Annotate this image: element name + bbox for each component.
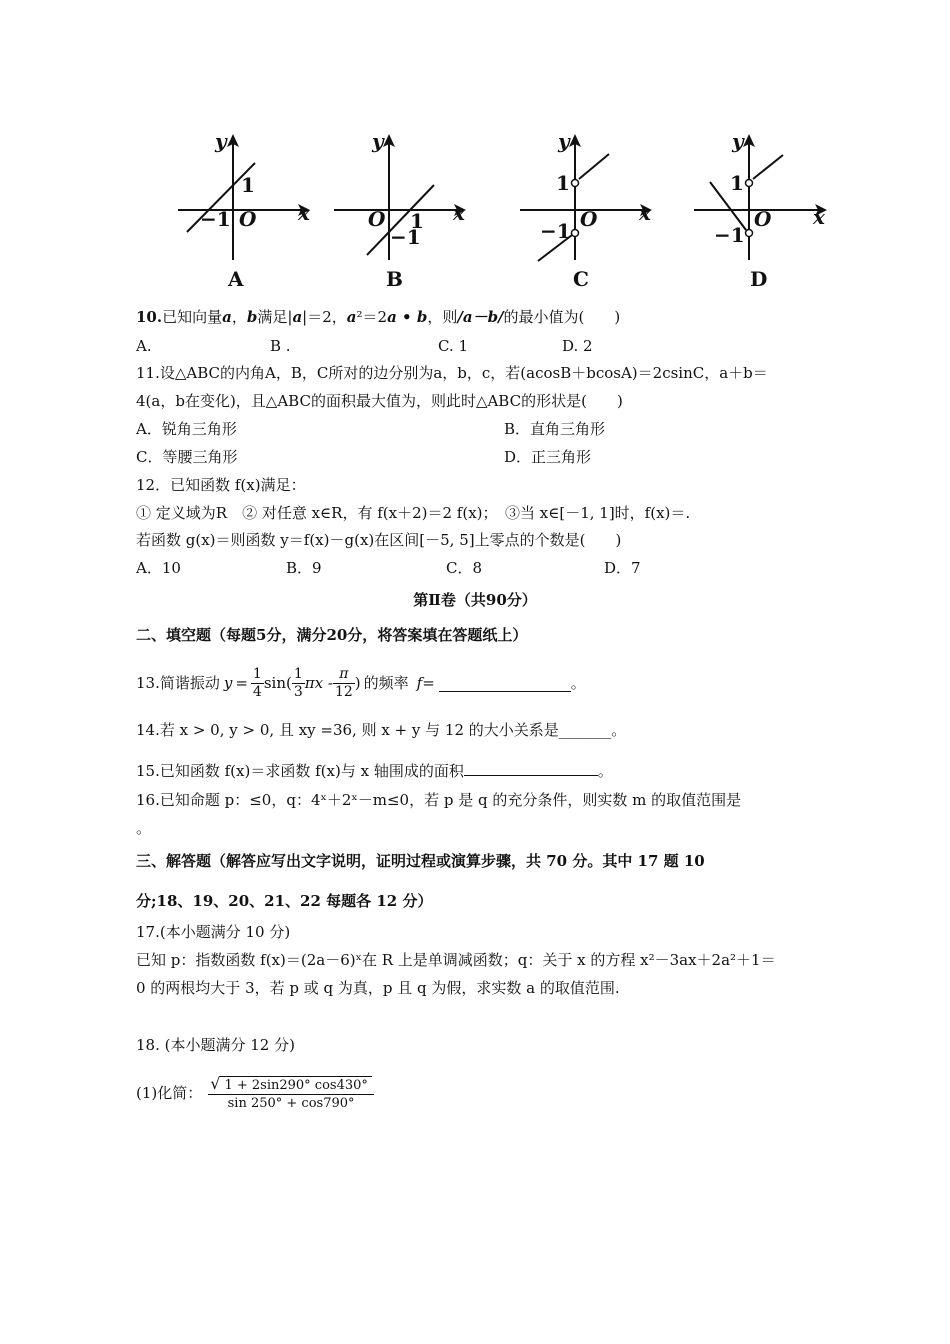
denominator: 3 bbox=[293, 683, 303, 700]
q12-option-a: A．10 bbox=[136, 559, 181, 577]
question-18-head: 18. (本小题满分 12 分) bbox=[136, 1036, 295, 1054]
q12-option-b: B．9 bbox=[286, 559, 322, 577]
x-axis-label: x bbox=[453, 201, 465, 225]
tick-label-1: 1 bbox=[241, 173, 255, 197]
question-17-line-2: 0 的两根均大于 3，若 p 或 q 为真，p 且 q 为假，求实数 a 的取值范围. bbox=[136, 979, 620, 997]
graph-d-svg bbox=[692, 120, 862, 300]
x-axis-label: x bbox=[298, 201, 310, 225]
question-18-part-1 bbox=[136, 1070, 374, 1116]
q10-option-d: D. 2 bbox=[562, 337, 593, 355]
graph-a bbox=[160, 120, 330, 300]
denominator: 12 bbox=[334, 683, 353, 700]
denominator: sin 250° + cos790° bbox=[227, 1095, 355, 1111]
question-16-line-2: 。 bbox=[136, 819, 152, 837]
tick-label-minus1: −1 bbox=[540, 219, 571, 243]
origin-label: O bbox=[368, 207, 386, 231]
sqrt-content: 1 + 2sin290° cos430° bbox=[220, 1076, 371, 1094]
question-16-line-1: 16.已知命题 p：≤0，q：4ˣ＋2ˣ－m≤0，若 p 是 q 的充分条件，则实数 m 的取值范围是 bbox=[136, 791, 742, 809]
q13-pix: πx - bbox=[304, 674, 333, 692]
vector-a: a bbox=[387, 308, 397, 326]
graph-d bbox=[692, 120, 862, 300]
tick-label-1: 1 bbox=[556, 171, 570, 195]
option-graphs bbox=[160, 120, 860, 300]
vector-a: a bbox=[292, 308, 303, 326]
question-17-head: 17.(本小题满分 10 分) bbox=[136, 923, 291, 941]
q10-text: ²＝2 bbox=[356, 308, 388, 326]
graph-caption: A bbox=[228, 267, 244, 291]
x-axis-label: x bbox=[813, 205, 825, 229]
q13-eq2: = bbox=[422, 674, 435, 692]
q10-text: 满足| bbox=[257, 308, 293, 326]
q10-text: |＝2， bbox=[302, 308, 347, 326]
y-axis-label: y bbox=[215, 129, 227, 153]
origin-label: O bbox=[754, 207, 772, 231]
graph-b bbox=[332, 120, 502, 300]
graph-a-svg bbox=[160, 120, 330, 300]
question-12-line-2: ① 定义域为R ② 对任意 x∈R，有 f(x＋2)＝2 f(x)； ③当 x∈[－1, 1]时，f(x)＝. bbox=[136, 504, 691, 522]
graph-caption: C bbox=[573, 267, 589, 291]
graph-c bbox=[518, 120, 688, 300]
tick-label-1: 1 bbox=[730, 171, 744, 195]
q10-option-c: C. 1 bbox=[438, 337, 469, 355]
q10-text: ，则 bbox=[427, 308, 458, 326]
q15-text: 15.已知函数 f(x)＝求函数 f(x)与 x 轴围成的面积 bbox=[136, 762, 464, 780]
q12-option-d: D．7 bbox=[604, 559, 641, 577]
question-12-line-3: 若函数 g(x)＝则函数 y＝f(x)－g(x)在区间[－5, 5]上零点的个数是( ) bbox=[136, 531, 622, 549]
fraction-1-3 bbox=[292, 666, 305, 701]
numerator: 1 bbox=[252, 665, 262, 682]
q13-sin: sin( bbox=[263, 674, 292, 692]
q13-prefix: 13.简谐振动 bbox=[136, 674, 220, 692]
graph-caption: D bbox=[750, 267, 768, 291]
section-2-heading: 二、填空题（每题5分，满分20分，将答案填在答题纸上） bbox=[136, 626, 528, 644]
numerator: √ 1 + 2sin290° cos430° bbox=[208, 1075, 374, 1095]
question-10 bbox=[136, 307, 620, 327]
origin-label: O bbox=[580, 207, 598, 231]
tick-label-1: 1 bbox=[410, 209, 424, 233]
tick-label-minus1: −1 bbox=[714, 223, 745, 247]
question-13 bbox=[136, 660, 586, 706]
q10-comma: ， bbox=[231, 308, 247, 326]
q13-post: 的频率 bbox=[363, 674, 409, 692]
q11-option-a: A．锐角三角形 bbox=[136, 420, 237, 438]
tick-label-minus1: −1 bbox=[390, 225, 421, 249]
graph-b-svg bbox=[332, 120, 502, 300]
fraction-1-4 bbox=[251, 666, 264, 701]
answer-blank[interactable] bbox=[464, 759, 598, 776]
question-number: 10. bbox=[136, 308, 163, 326]
q10-option-b: B . bbox=[270, 337, 291, 355]
q10-text: 已知向量 bbox=[162, 308, 223, 326]
origin-label: O bbox=[239, 207, 257, 231]
dot-operator: • bbox=[396, 308, 417, 326]
q12-option-c: C．8 bbox=[446, 559, 483, 577]
numerator: π bbox=[333, 666, 355, 684]
q10-text: 的最小值为( ) bbox=[503, 308, 621, 326]
denominator: 4 bbox=[252, 683, 262, 700]
section-3-heading-line-2: 分;18、19、20、21、22 每题各 12 分） bbox=[136, 892, 433, 910]
q11-option-c: C．等腰三角形 bbox=[136, 448, 238, 466]
abs-expression: /a－b/ bbox=[457, 308, 504, 326]
vector-a: a bbox=[222, 308, 232, 326]
vector-a: a bbox=[346, 308, 357, 326]
answer-blank[interactable] bbox=[439, 675, 571, 692]
graph-c-svg bbox=[518, 120, 688, 300]
q13-eq: = bbox=[235, 674, 248, 692]
question-17-line-1: 已知 p：指数函数 f(x)＝(2a－6)ˣ在 R 上是单调减函数；q：关于 x 的方程 x²－3ax＋2a²＋1＝ bbox=[136, 951, 776, 969]
q13-close: ) bbox=[354, 674, 361, 692]
section-3-heading-line-1: 三、解答题（解答应写出文字说明，证明过程或演算步骤，共 70 分。其中 17 题 10 bbox=[136, 852, 705, 870]
q11-option-b: B．直角三角形 bbox=[504, 420, 606, 438]
question-12-line-1: 12．已知函数 f(x)满足： bbox=[136, 476, 306, 494]
y-axis-label: y bbox=[372, 129, 384, 153]
vector-b: b bbox=[416, 308, 428, 326]
fraction-pi-12 bbox=[333, 666, 355, 701]
q15-end: 。 bbox=[597, 762, 613, 780]
vector-b: b bbox=[246, 308, 258, 326]
graph-caption: B bbox=[386, 267, 403, 291]
q13-f: f bbox=[416, 674, 423, 692]
question-14: 14.若 x > 0, y > 0, 且 xy =36, 则 x + y 与 12 的大小关系是_______。 bbox=[136, 721, 627, 739]
y-axis-label: y bbox=[732, 129, 744, 153]
q13-y: y bbox=[223, 674, 233, 692]
question-11-line-1: 11.设△ABC的内角A，B，C所对的边分别为a，b，c，若(acosB＋bcosA)＝2csinC，a＋b＝ bbox=[136, 364, 768, 382]
question-11-line-2: 4(a，b在变化)，且△ABC的面积最大值为，则此时△ABC的形状是( ) bbox=[136, 392, 623, 410]
simplify-fraction bbox=[208, 1075, 374, 1112]
q18-prefix: (1)化简： bbox=[136, 1084, 203, 1102]
x-axis-label: x bbox=[639, 201, 651, 225]
numerator: 1 bbox=[293, 665, 303, 682]
y-axis-label: y bbox=[558, 129, 570, 153]
question-15 bbox=[136, 759, 613, 781]
q11-option-d: D．正三角形 bbox=[504, 448, 592, 466]
q13-end: 。 bbox=[570, 674, 586, 692]
tick-label-minus1: −1 bbox=[200, 207, 231, 231]
part-2-title: 第Ⅱ卷（共90分） bbox=[413, 591, 537, 609]
q10-option-a: A. bbox=[136, 337, 152, 355]
